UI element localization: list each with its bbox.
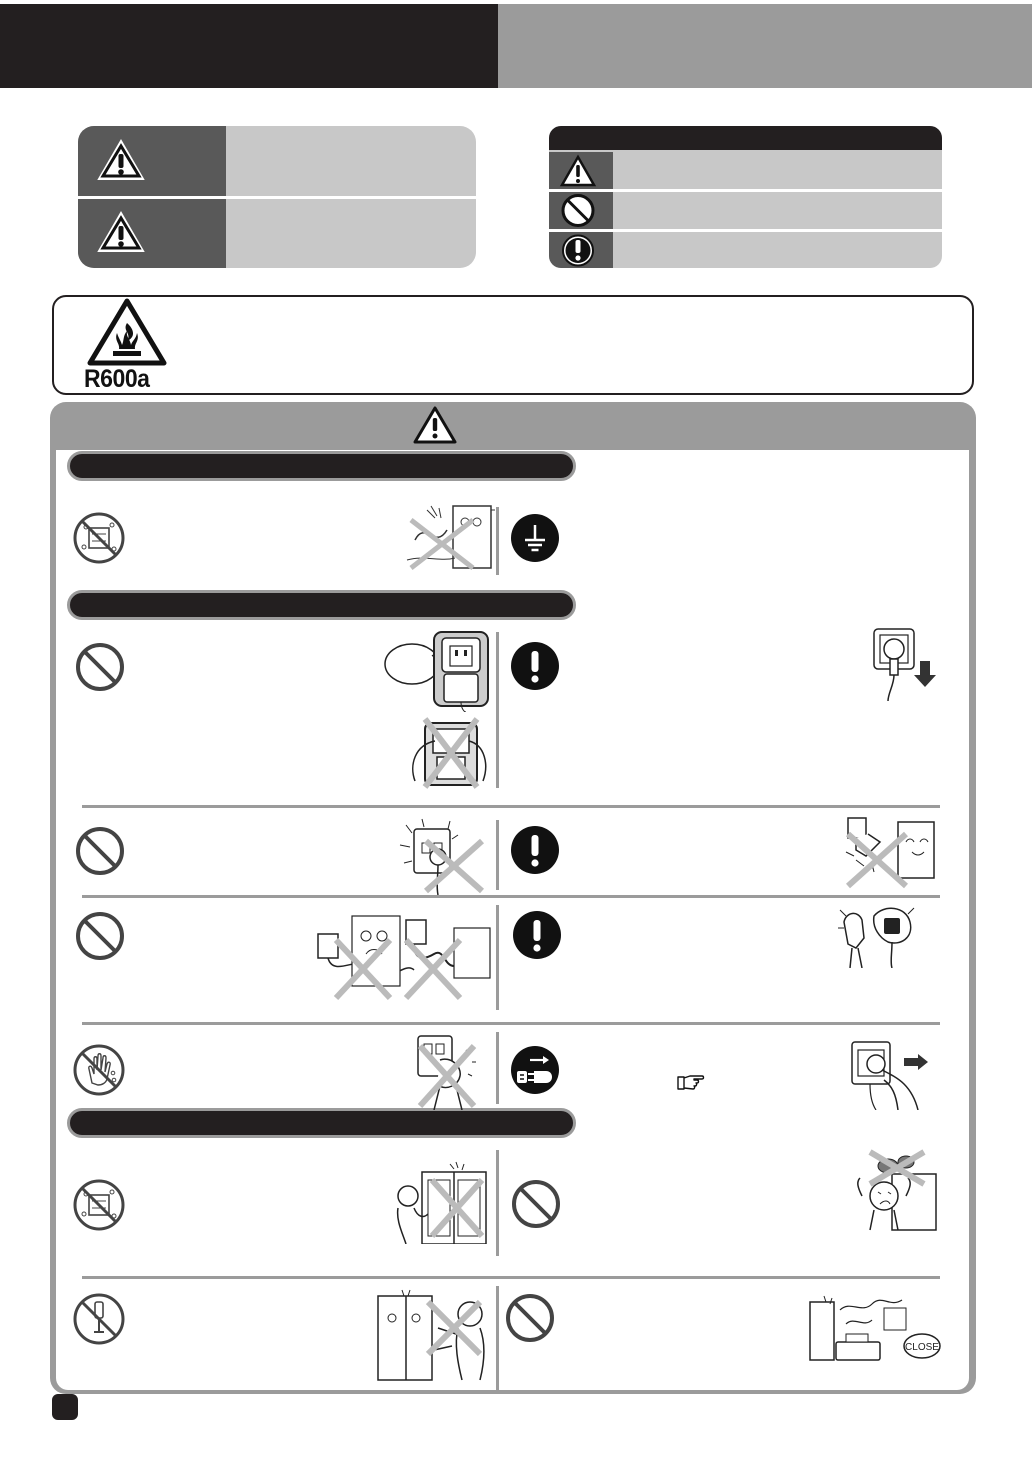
mandatory-symbol-icon: [549, 232, 613, 268]
divider: [82, 1022, 940, 1025]
water-spray-illustration: [405, 500, 495, 575]
dedicated-outlet-illustration: [384, 630, 492, 712]
multi-outlet-illustration: [405, 715, 491, 790]
child-fridge-illustration: [392, 1160, 492, 1244]
prohibited-icon: [504, 1292, 556, 1344]
refrigerant-label: R600a: [84, 365, 150, 393]
divider: [82, 1276, 940, 1279]
prohibited-icon: [74, 825, 126, 877]
hold-plug-illustration: [834, 902, 924, 968]
divider: [82, 805, 940, 808]
no-water-icon: [72, 511, 126, 565]
caution-triangle-icon: [96, 210, 146, 254]
column-divider: [496, 1286, 499, 1390]
mandatory-icon: [512, 910, 562, 960]
wet-hand-plug-illustration: [410, 1030, 492, 1110]
column-divider: [496, 632, 499, 788]
warning-header-icon: [412, 405, 458, 445]
unplug-arrow-illustration: [868, 623, 940, 701]
damaged-outlet-illustration: [392, 815, 484, 895]
warning-triangle-icon: [96, 138, 146, 182]
unplug-icon: [510, 1045, 560, 1095]
ground-icon: [510, 513, 560, 563]
crushed-cord-illustration: [314, 910, 492, 1002]
divider: [82, 895, 940, 898]
warning-legend: [78, 126, 476, 268]
falling-object-illustration: [848, 1148, 938, 1232]
section-bar-installation: [67, 451, 576, 481]
pull-plug-illustration: [846, 1034, 938, 1110]
column-divider: [496, 905, 499, 1010]
dusty-plug-illustration: [836, 812, 936, 890]
mandatory-icon: [510, 641, 560, 691]
section-bar-usage: [67, 1108, 576, 1138]
column-divider: [496, 1150, 499, 1256]
svg-text:CLOSE: CLOSE: [905, 1342, 939, 1353]
prohibited-icon: [74, 910, 126, 962]
pointing-hand-icon: [676, 1071, 706, 1091]
caution-symbol-icon: [549, 152, 613, 189]
hanging-door-illustration: [372, 1288, 492, 1382]
header-bar-left: [0, 4, 498, 88]
header-bar-right: [498, 4, 1032, 88]
column-divider: [496, 820, 499, 890]
symbol-legend: [549, 126, 942, 268]
no-wet-hands-icon: [72, 1043, 126, 1097]
no-disassembly-icon: [72, 1292, 126, 1346]
flammable-refrigerant-notice: [52, 295, 974, 395]
section-bar-power: [67, 590, 576, 620]
column-divider: [496, 507, 499, 575]
flammable-warning-icon: [86, 297, 168, 367]
mandatory-icon: [510, 825, 560, 875]
no-water-icon: [72, 1178, 126, 1232]
prohibited-icon: [74, 641, 126, 693]
gas-leak-illustration: [806, 1294, 942, 1364]
prohibited-icon: [510, 1178, 562, 1230]
page-number-badge: [52, 1394, 78, 1420]
prohibited-symbol-icon: [549, 192, 613, 229]
column-divider: [496, 1032, 499, 1104]
